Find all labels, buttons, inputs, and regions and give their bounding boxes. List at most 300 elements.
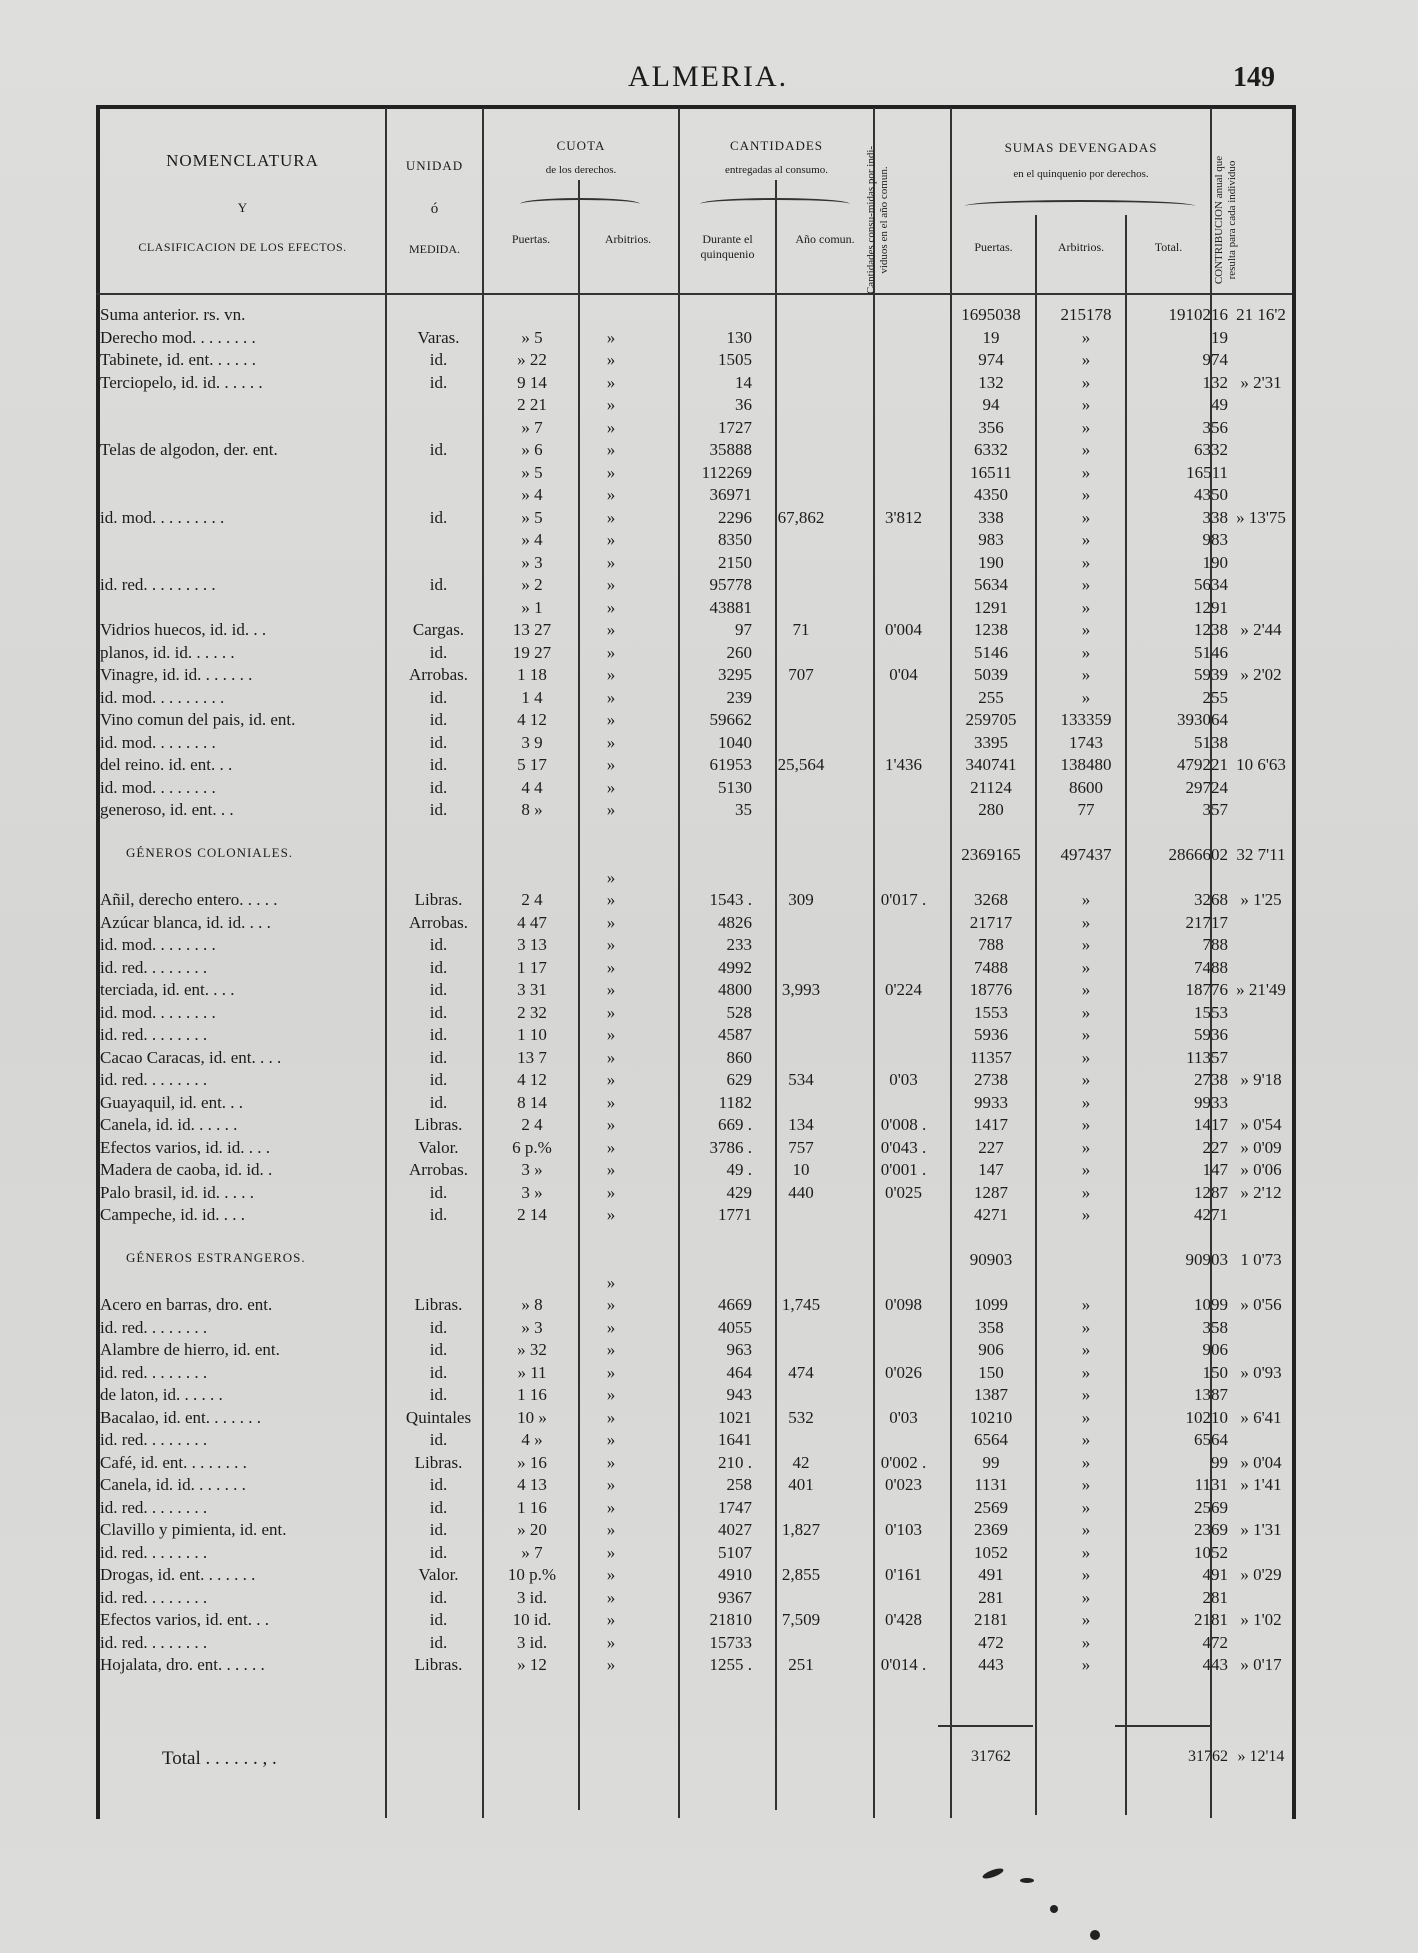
cell-dur: 21810 xyxy=(709,1610,752,1629)
cell-a: » xyxy=(606,1205,616,1224)
cell-unit: id. xyxy=(429,1430,448,1449)
cell-a: » xyxy=(606,575,616,594)
cell-sa: » xyxy=(1081,935,1091,954)
cell-name: id. red. . . . . . . . xyxy=(100,1587,208,1607)
cell-sa: » xyxy=(1081,1452,1091,1472)
cell-dur: 4027 xyxy=(718,1520,752,1539)
cell-sp: 132 xyxy=(978,372,1004,392)
cell-unit: Libras. xyxy=(414,1115,463,1134)
table-row xyxy=(96,373,1288,396)
table-row xyxy=(96,688,1288,711)
cell-ano: 440 xyxy=(788,1182,814,1202)
ink-stain xyxy=(1090,1930,1100,1940)
cell-sp: 19 xyxy=(982,327,1000,347)
cell-unit: id. xyxy=(429,575,448,594)
cell-unit: id. xyxy=(429,710,448,729)
brace xyxy=(965,200,1195,212)
cell-a: » xyxy=(606,1655,616,1674)
cell-unit: id. xyxy=(429,1632,448,1652)
cell-sa: » xyxy=(1081,1475,1091,1494)
cell-sa: » xyxy=(1081,1655,1091,1674)
cell-sa: » xyxy=(1081,552,1091,572)
cell-dur: 95778 xyxy=(709,575,752,594)
cell-sp: 259705 xyxy=(965,710,1017,729)
cell-a: » xyxy=(606,597,616,617)
cell-sp: 1238 xyxy=(974,620,1008,639)
cell-unit: Cargas. xyxy=(412,620,465,639)
cell-st: 1287 xyxy=(1194,1182,1228,1202)
cell-sa: » xyxy=(1081,642,1091,662)
cell-st: 150 xyxy=(1202,1362,1228,1382)
cell-ano: 401 xyxy=(788,1475,814,1494)
cell-ano: 71 xyxy=(792,620,810,639)
cell-sp: 2738 xyxy=(974,1070,1008,1089)
cell-cons: 0'428 xyxy=(884,1610,923,1629)
cell-p: 8 » xyxy=(521,800,543,819)
cell-st: 5634 xyxy=(1194,575,1228,594)
cell-con: » 0'17 xyxy=(1240,1655,1282,1674)
table-row xyxy=(96,958,1288,981)
cell-st: 1131 xyxy=(1194,1475,1228,1494)
cell-con: » 1'41 xyxy=(1240,1475,1282,1494)
cell-cons: 0'014 . xyxy=(880,1655,927,1674)
table-row xyxy=(96,328,1288,351)
cell-sa: » xyxy=(1081,620,1091,639)
cell-con: » 1'31 xyxy=(1240,1520,1282,1539)
cell-name: Suma anterior. rs. vn. xyxy=(100,305,246,324)
cell-a: » xyxy=(606,552,616,572)
table-row xyxy=(96,845,1288,868)
cell-st: 99 xyxy=(1211,1452,1228,1472)
cell-con: 21 16'2 xyxy=(1236,305,1286,324)
cell-p: 8 14 xyxy=(517,1092,547,1112)
cell-unit: id. xyxy=(429,935,448,954)
table-row xyxy=(96,1475,1288,1498)
cell-cons: 0'103 xyxy=(884,1520,923,1539)
cell-unit: id. xyxy=(429,777,448,797)
cell-unit: id. xyxy=(429,1362,448,1382)
cell-a: » xyxy=(606,417,616,437)
table-row xyxy=(96,530,1288,553)
table-row xyxy=(96,1250,1288,1273)
cell-st: 18776 xyxy=(1185,980,1228,999)
cell-unit: Varas. xyxy=(417,327,460,347)
cell-a: » xyxy=(606,1340,616,1359)
cell-con: 10 6'63 xyxy=(1236,755,1286,774)
cell-sa: » xyxy=(1081,530,1091,549)
table-row xyxy=(96,1205,1288,1228)
cell-a: » xyxy=(606,957,616,977)
cell-dur: 15733 xyxy=(709,1632,752,1652)
cell-name: id. mod. . . . . . . . . xyxy=(100,507,225,527)
cell-a: » xyxy=(606,755,616,774)
cell-st: 358 xyxy=(1202,1317,1228,1337)
cell-ano: 474 xyxy=(788,1362,814,1382)
cell-sa: 1743 xyxy=(1069,732,1103,752)
cell-con: » 9'18 xyxy=(1240,1070,1282,1089)
cell-sa: 497437 xyxy=(1060,845,1112,864)
table-row xyxy=(96,1565,1288,1588)
cell-dur: 4800 xyxy=(718,980,752,999)
cell-p: » 20 xyxy=(517,1520,547,1539)
table-row xyxy=(96,1408,1288,1431)
table-row xyxy=(96,575,1288,598)
cell-unit: id. xyxy=(429,1317,448,1337)
cell-dur: 4587 xyxy=(718,1025,752,1044)
cell-dur: 258 xyxy=(726,1475,752,1494)
cell-name: Añil, derecho entero. . . . . xyxy=(100,890,278,909)
cell-sa: » xyxy=(1081,597,1091,617)
cell-name: Café, id. ent. . . . . . . . xyxy=(100,1452,247,1472)
cell-unit: id. xyxy=(429,1092,448,1112)
cell-unit: Libras. xyxy=(414,890,463,909)
cell-p: 3 » xyxy=(521,1160,543,1179)
table-row xyxy=(96,1093,1288,1116)
cell-p: 2 4 xyxy=(521,890,543,909)
cell-a: » xyxy=(606,1565,616,1584)
cell-name: Vidrios huecos, id. id. . . xyxy=(100,620,267,639)
cell-dur: 2296 xyxy=(718,507,752,527)
cell-a: » xyxy=(606,980,616,999)
header-cuota-sub: de los derechos. xyxy=(545,164,617,176)
cell-st: 7488 xyxy=(1194,957,1228,977)
cell-unit: id. xyxy=(429,372,448,392)
cell-p: » 32 xyxy=(517,1340,547,1359)
cell-st: 2569 xyxy=(1194,1497,1228,1517)
cell-ano: 251 xyxy=(788,1655,814,1674)
cell-name: Terciopelo, id. id. . . . . . xyxy=(100,372,263,392)
cell-a: » xyxy=(606,777,616,797)
header-consumidas: Cantidades consu-midas por indi-viduos en el año comun. xyxy=(865,145,891,295)
cell-sp: 2569 xyxy=(974,1497,1008,1517)
cell-sp: 10210 xyxy=(969,1407,1013,1427)
brace xyxy=(520,198,640,210)
cell-unit: Arrobas. xyxy=(408,1160,468,1179)
cell-sa: » xyxy=(1081,980,1091,999)
cell-con: » 0'29 xyxy=(1240,1565,1282,1584)
cell-name: id. red. . . . . . . . xyxy=(100,1497,208,1517)
cell-name: id. red. . . . . . . . xyxy=(100,1542,208,1562)
cell-ano: 757 xyxy=(788,1137,814,1157)
cell-con: » 0'04 xyxy=(1240,1452,1282,1472)
cell-st: 9933 xyxy=(1194,1092,1228,1112)
cell-st: 2738 xyxy=(1194,1070,1228,1089)
cell-name: Azúcar blanca, id. id. . . . xyxy=(100,912,271,932)
table-row xyxy=(96,1183,1288,1206)
cell-sa: » xyxy=(1081,665,1091,684)
cell-sa: 77 xyxy=(1077,800,1095,819)
cell-name: id. red. . . . . . . . xyxy=(100,1317,208,1337)
cell-unit: Libras. xyxy=(414,1452,463,1472)
cell-cons: 0'002 . xyxy=(880,1452,927,1472)
cell-a: » xyxy=(606,912,616,932)
cell-name: Cacao Caracas, id. ent. . . . xyxy=(100,1047,282,1067)
header-contribucion: CONTRIBUCION anual que resulta para cada individuo xyxy=(1213,155,1239,285)
cell-a: » xyxy=(606,890,616,909)
table-row xyxy=(96,1048,1288,1071)
cell-cons: 0'023 xyxy=(884,1475,923,1494)
cell-sp: 3395 xyxy=(974,732,1008,752)
cell-sp: 5039 xyxy=(974,665,1008,684)
cell-a: » xyxy=(606,530,616,549)
cell-con: 32 7'11 xyxy=(1236,845,1286,864)
cell-sa: » xyxy=(1081,575,1091,594)
cell-ano: 1,827 xyxy=(781,1520,821,1539)
cell-sa: » xyxy=(1081,1047,1091,1067)
table-row xyxy=(96,1655,1288,1678)
table-row xyxy=(96,598,1288,621)
header-cantidades: CANTIDADES xyxy=(729,138,824,153)
cell-cons: 0'03 xyxy=(889,1407,918,1427)
cell-sp: 5634 xyxy=(974,575,1008,594)
table-row xyxy=(96,1003,1288,1026)
cell-con: » 0'56 xyxy=(1240,1295,1282,1314)
cell-name: id. red. . . . . . . . xyxy=(100,1070,208,1089)
cell-name: del reino. id. ent. . . xyxy=(100,755,233,774)
table-row xyxy=(96,1295,1288,1318)
cell-dur: 97 xyxy=(735,620,752,639)
cell-a: » xyxy=(606,1407,616,1427)
cell-sp: 1387 xyxy=(974,1385,1008,1404)
cell-p: 4 12 xyxy=(517,1070,547,1089)
cell-st: 6564 xyxy=(1194,1430,1228,1449)
cell-sa: » xyxy=(1081,372,1091,392)
cell-p: » 5 xyxy=(521,507,543,527)
cell-a: » xyxy=(606,1025,616,1044)
cell-cons: 0'03 xyxy=(889,1070,918,1089)
cell-p: » 22 xyxy=(517,350,547,369)
cell-p: » 7 xyxy=(521,1542,543,1562)
cell-ano: 67,862 xyxy=(777,507,825,527)
cell-name: id. mod. . . . . . . . xyxy=(100,777,216,797)
cell-sp: 94 xyxy=(982,395,1000,414)
cell-a: » xyxy=(606,1047,616,1067)
cell-sp: 1417 xyxy=(974,1115,1008,1134)
cell-p: 9 14 xyxy=(517,372,547,392)
cell-st: 472 xyxy=(1202,1632,1228,1652)
cell-cons: 0'025 xyxy=(884,1182,923,1202)
cell-sa: » xyxy=(1081,1070,1091,1089)
cell-a: » xyxy=(606,350,616,369)
cell-cons: 0'098 xyxy=(884,1295,923,1314)
cell-sa: » xyxy=(1081,1340,1091,1359)
cell-sa: » xyxy=(1081,1317,1091,1337)
cell-st: 393064 xyxy=(1177,710,1228,729)
header-unidad: UNIDAD xyxy=(405,158,464,173)
cell-name: Acero en barras, dro. ent. xyxy=(100,1295,273,1314)
cell-p: 4 13 xyxy=(517,1475,547,1494)
table-row xyxy=(96,1633,1288,1656)
cell-con: » 0'09 xyxy=(1240,1137,1282,1157)
cell-name: Campeche, id. id. . . . xyxy=(100,1205,245,1224)
cell-dur: 2150 xyxy=(718,552,752,572)
cell-p: 1 18 xyxy=(517,665,547,684)
cell-unit: id. xyxy=(429,1385,448,1404)
cell-con: » 0'93 xyxy=(1240,1362,1282,1382)
cell-sa: » xyxy=(1081,1025,1091,1044)
cell-dur: 1021 xyxy=(718,1407,752,1427)
cell-sa: » xyxy=(1081,1115,1091,1134)
cell-dur: 14 xyxy=(735,372,752,392)
cell-unit: id. xyxy=(429,507,448,527)
cell-dur: 49 . xyxy=(726,1160,752,1179)
cell-p: 1 16 xyxy=(517,1385,547,1404)
cell-a: » xyxy=(606,1385,616,1404)
cell-ano: 10 xyxy=(792,1160,810,1179)
cell-sp: 190 xyxy=(978,552,1004,572)
cell-name: Canela, id. id. . . . . . xyxy=(100,1115,238,1134)
cell-cons: 0'017 . xyxy=(880,890,927,909)
table-row xyxy=(96,800,1288,823)
table-row xyxy=(96,1025,1288,1048)
brace xyxy=(700,198,850,210)
cell-sa: 138480 xyxy=(1060,755,1112,774)
cell-sa: » xyxy=(1081,1205,1091,1224)
cell-con: » 1'25 xyxy=(1240,890,1282,909)
cell-a: » xyxy=(606,1137,616,1157)
cell-sp: 11357 xyxy=(970,1047,1012,1067)
cell-sp: 788 xyxy=(978,935,1004,954)
cell-sa: » xyxy=(1081,687,1091,707)
cell-name: Vinagre, id. id. . . . . . . xyxy=(100,665,253,684)
cell-p: 1 4 xyxy=(521,687,543,707)
cell-sa: » xyxy=(1081,395,1091,414)
header-o: ó xyxy=(430,201,439,217)
cell-dur: 464 xyxy=(726,1362,752,1382)
cell-st: 1052 xyxy=(1194,1542,1228,1562)
total-row xyxy=(96,1748,1288,1771)
cell-p: 3 id. xyxy=(516,1587,548,1607)
cell-sp: 150 xyxy=(978,1362,1004,1382)
cell-name: terciada, id. ent. . . . xyxy=(100,980,235,999)
cell-sa: 133359 xyxy=(1060,710,1112,729)
header-puertas: Puertas. xyxy=(511,232,551,246)
cell-st: 2181 xyxy=(1194,1610,1228,1629)
cell-con: » 2'12 xyxy=(1240,1182,1282,1202)
cell-p: » 12 xyxy=(517,1655,547,1674)
cell-st: 906 xyxy=(1202,1340,1228,1359)
cell-a: » xyxy=(606,1610,616,1629)
cell-unit: id. xyxy=(429,980,448,999)
cell-sp: 906 xyxy=(978,1340,1004,1359)
total-contribucion: » 12'14 xyxy=(1237,1748,1285,1765)
cell-dur: 1543 . xyxy=(709,890,752,909)
cell-ano: 534 xyxy=(788,1070,814,1089)
cell-p: 4 4 xyxy=(521,777,543,797)
cell-name: Canela, id. id. . . . . . . xyxy=(100,1475,246,1494)
cell-sa: » xyxy=(1081,1430,1091,1449)
cell-p: 2 14 xyxy=(517,1205,547,1224)
table-row xyxy=(96,710,1288,733)
table-row xyxy=(96,1115,1288,1138)
table-row xyxy=(96,823,1288,846)
cell-st: 6332 xyxy=(1194,440,1228,459)
cell-sa: » xyxy=(1081,1362,1091,1382)
cell-sp: 255 xyxy=(978,687,1004,707)
cell-st: 2369 xyxy=(1194,1520,1228,1539)
cell-unit: id. xyxy=(429,642,448,662)
cell-unit: id. xyxy=(429,1520,448,1539)
cell-con: 1 0'73 xyxy=(1240,1250,1282,1269)
cell-a: » xyxy=(606,1295,616,1314)
cell-unit: id. xyxy=(429,1182,448,1202)
cell-sa: » xyxy=(1081,417,1091,437)
cell-sa: » xyxy=(1081,1587,1091,1607)
cell-p: 10 p.% xyxy=(507,1565,557,1584)
table-row xyxy=(96,350,1288,373)
cell-st: 1910216 xyxy=(1168,305,1228,324)
cell-st: 255 xyxy=(1202,687,1228,707)
cell-dur: 1040 xyxy=(718,732,752,752)
cell-dur: 210 . xyxy=(718,1452,752,1472)
cell-cons: 0'04 xyxy=(889,665,918,684)
cell-a: » xyxy=(606,800,616,819)
cell-name: Vino comun del pais, id. ent. xyxy=(100,710,296,729)
cell-sa: » xyxy=(1081,327,1091,347)
header-s-total: Total. xyxy=(1154,240,1183,254)
table-row xyxy=(96,1588,1288,1611)
cell-unit: Arrobas. xyxy=(408,912,468,932)
cell-unit: id. xyxy=(429,1070,448,1089)
cell-a: » xyxy=(606,1475,616,1494)
table-row xyxy=(96,1498,1288,1521)
table-row xyxy=(96,935,1288,958)
table-row xyxy=(96,305,1288,328)
cell-sp: 3268 xyxy=(974,890,1008,909)
cell-name: id. red. . . . . . . . xyxy=(100,1025,208,1044)
cell-sa: » xyxy=(1081,1497,1091,1517)
cell-unit: id. xyxy=(429,1340,448,1359)
cell-a: » xyxy=(606,1520,616,1539)
cell-name: Tabinete, id. ent. . . . . . xyxy=(100,350,257,369)
page-title: ALMERIA. xyxy=(628,60,789,93)
cell-dur: 239 xyxy=(726,687,752,707)
cell-sa: » xyxy=(1081,957,1091,977)
cell-sa: » xyxy=(1081,1542,1091,1562)
cell-st: 132 xyxy=(1202,372,1228,392)
header-clasificacion: CLASIFICACION DE LOS EFECTOS. xyxy=(138,240,347,254)
cell-cons: 1'436 xyxy=(884,755,923,774)
cell-unit: id. xyxy=(429,1205,448,1224)
cell-ano: 1,745 xyxy=(781,1295,821,1314)
cell-cons: 0'008 . xyxy=(880,1115,927,1134)
cell-unit: Libras. xyxy=(414,1295,463,1314)
cell-name: Drogas, id. ent. . . . . . . xyxy=(100,1565,256,1584)
cell-p: 2 21 xyxy=(517,395,547,414)
cell-a: » xyxy=(606,642,616,662)
cell-name: id. red. . . . . . . . xyxy=(100,957,208,977)
cell-name: id. red. . . . . . . . . xyxy=(100,575,216,594)
cell-a: » xyxy=(606,935,616,954)
cell-con: » 2'02 xyxy=(1240,665,1282,684)
cell-p: 1 16 xyxy=(517,1497,547,1517)
cell-unit: Libras. xyxy=(414,1655,463,1674)
cell-sa: » xyxy=(1081,912,1091,932)
cell-a: » xyxy=(606,620,616,639)
cell-a: » xyxy=(606,1160,616,1179)
header-sumas: SUMAS DEVENGADAS xyxy=(1004,140,1158,155)
ink-stain xyxy=(1050,1905,1058,1913)
cell-st: 1417 xyxy=(1194,1115,1228,1134)
cell-dur: 4669 xyxy=(718,1295,752,1314)
cell-sp: 5146 xyxy=(974,642,1008,662)
table-row xyxy=(96,778,1288,801)
cell-con: » 13'75 xyxy=(1236,507,1286,527)
cell-st: 4350 xyxy=(1194,485,1228,504)
cell-dur: 669 . xyxy=(718,1115,752,1134)
cell-unit: Quintales xyxy=(405,1407,472,1427)
cell-name: id. red. . . . . . . . xyxy=(100,1362,208,1382)
